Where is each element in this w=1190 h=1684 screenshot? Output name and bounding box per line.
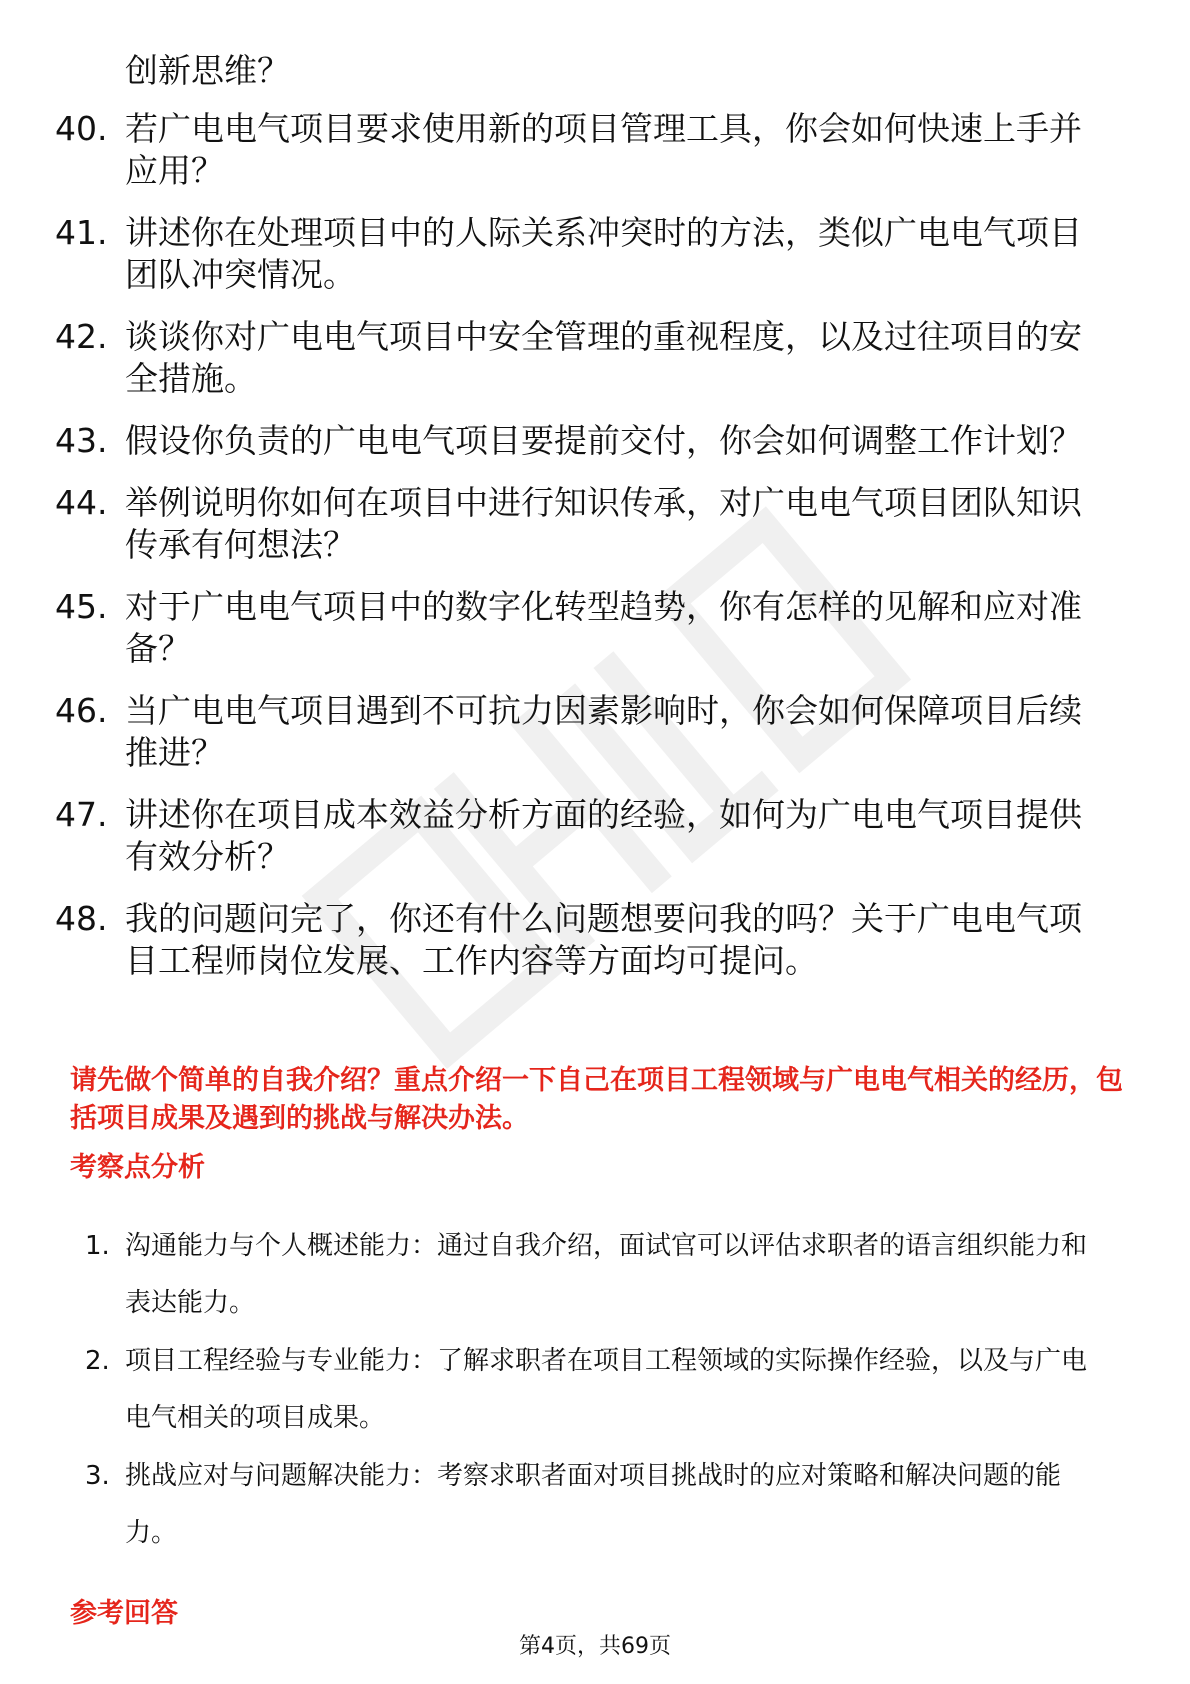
question-item: [0, 690, 1190, 774]
analysis-item: [0, 1218, 1190, 1332]
analysis-list: [0, 1218, 1190, 1563]
question-text: 对于广电电气项目中的数字化转型趋势，你有怎样的见解和应对准备？: [125, 587, 1082, 668]
analysis-number: 3.: [85, 1461, 110, 1491]
question-text: 我的问题问完了，你还有什么问题想要问我的吗？关于广电电气项目工程师岗位发展、工作内容等方面均可提问。: [125, 899, 1082, 980]
question-item: [0, 420, 1190, 462]
question-item: [0, 586, 1190, 670]
question-number: 41.: [55, 213, 108, 252]
analysis-item: [0, 1333, 1190, 1447]
question-number: 43.: [55, 421, 108, 460]
analysis-number: 1.: [85, 1231, 110, 1261]
question-number: 45.: [55, 587, 108, 626]
question-text: 若广电电气项目要求使用新的项目管理工具，你会如何快速上手并应用？: [125, 109, 1082, 190]
question-text: 假设你负责的广电电气项目要提前交付，你会如何调整工作计划？: [125, 421, 1082, 460]
question-item: [0, 482, 1190, 566]
question-number: 40.: [55, 109, 108, 148]
question-list: [0, 108, 1190, 1002]
question-item: [0, 316, 1190, 400]
question-item: [0, 898, 1190, 982]
page-footer: 第4页，共69页: [519, 1634, 671, 1659]
question-number: 46.: [55, 691, 108, 730]
question-text: 讲述你在处理项目中的人际关系冲突时的方法，类似广电电气项目团队冲突情况。: [125, 213, 1082, 294]
question-item: [0, 794, 1190, 878]
analysis-text: 挑战应对与问题解决能力：考察求职者面对项目挑战时的应对策略和解决问题的能力。: [125, 1461, 1062, 1548]
question-continuation: 创新思维？: [125, 51, 290, 90]
question-text: 讲述你在项目成本效益分析方面的经验，如何为广电电气项目提供有效分析？: [125, 795, 1082, 876]
question-text: 谈谈你对广电电气项目中安全管理的重视程度，以及过往项目的安全措施。: [125, 317, 1082, 398]
analysis-item: [0, 1448, 1190, 1562]
question-number: 47.: [55, 795, 108, 834]
question-number: 48.: [55, 899, 108, 938]
analysis-number: 2.: [85, 1346, 110, 1376]
question-number: 42.: [55, 317, 108, 356]
question-item: [0, 212, 1190, 296]
analysis-text: 沟通能力与个人概述能力：通过自我介绍，面试官可以评估求职者的语言组织能力和表达能力。: [125, 1231, 1088, 1318]
question-text: 当广电电气项目遇到不可抗力因素影响时，你会如何保障项目后续推进？: [125, 691, 1082, 772]
self-intro-prompt: 请先做个简单的自我介绍？重点介绍一下自己在项目工程领域与广电电气相关的经历，包括项目成果及遇到的挑战与解决办法。: [70, 1065, 1123, 1134]
question-number: 44.: [55, 483, 108, 522]
question-text: 举例说明你如何在项目中进行知识传承，对广电电气项目团队知识传承有何想法？: [125, 483, 1082, 564]
question-item: [0, 108, 1190, 192]
analysis-text: 项目工程经验与专业能力：了解求职者在项目工程领域的实际操作经验，以及与广电电气相关的项目成果。: [125, 1346, 1088, 1433]
reference-answer-heading: 参考回答: [70, 1598, 178, 1629]
analysis-heading: 考察点分析: [70, 1152, 205, 1183]
